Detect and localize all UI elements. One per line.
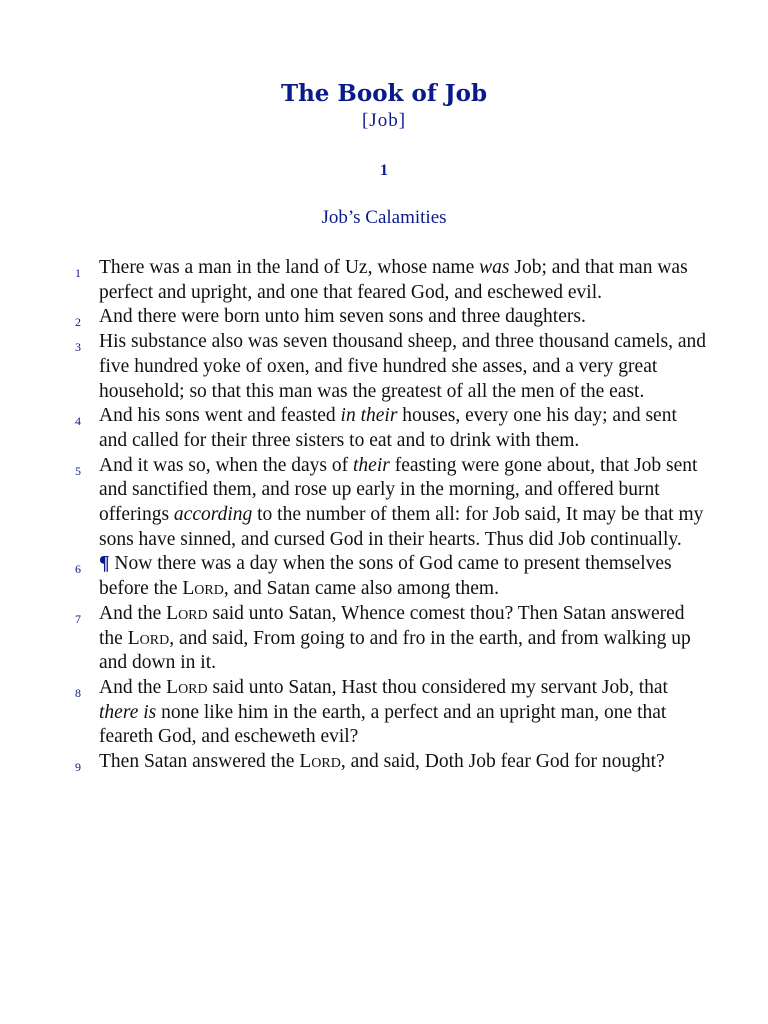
verse-text-segment: houses, every one his day; and sent and called for their three sisters to eat and to drink with them. bbox=[99, 405, 677, 451]
verse-text-segment: There was a man in the land of Uz, whose name bbox=[99, 257, 480, 278]
verse-number: 5 bbox=[75, 463, 81, 478]
verse-number: 2 bbox=[75, 315, 81, 330]
verse-text-segment: And there were born unto him seven sons and three daughters. bbox=[99, 306, 586, 328]
verse-number: 8 bbox=[75, 685, 81, 700]
verse-text-small-caps: Lord bbox=[182, 578, 224, 600]
verse-3 bbox=[75, 330, 709, 404]
verse-text-segment: said unto Satan, Hast thou considered my servant Job, that bbox=[207, 676, 668, 698]
verse-text-segment: none like him in the earth, a perfect and an upright man, one that feareth God, and escheweth evil? bbox=[99, 701, 667, 748]
verse-text-small-caps: Lord bbox=[299, 751, 341, 773]
verse-number: 3 bbox=[75, 340, 81, 355]
verse-number: 7 bbox=[75, 611, 81, 626]
book-abbreviation: [Job] bbox=[361, 110, 407, 131]
verse-text-segment: , and said, From going to and fro in the earth, and from walking up and down in it. bbox=[99, 627, 691, 674]
verse-text-segment: said unto Satan, Whence comest thou? Then Satan answered the bbox=[99, 602, 685, 649]
verse-text-segment: Then Satan answered the bbox=[99, 751, 300, 773]
verse-9 bbox=[75, 750, 709, 775]
section-heading: Job’s Calamities bbox=[321, 207, 447, 228]
verse-list bbox=[75, 256, 709, 775]
verse-7 bbox=[75, 602, 709, 676]
verse-text-segment: , and Satan came also among them. bbox=[223, 578, 499, 600]
verse-5 bbox=[75, 454, 709, 553]
verse-text-italic: was bbox=[479, 257, 510, 278]
verse-text-segment: Job; and that man was perfect and upright, and one that feared God, and eschewed evil. bbox=[99, 257, 688, 303]
verse-number: 6 bbox=[75, 562, 81, 577]
verse-text-small-caps: Lord bbox=[166, 676, 208, 698]
verse-1 bbox=[75, 256, 709, 305]
verse-4 bbox=[75, 404, 709, 453]
verse-number: 4 bbox=[75, 414, 81, 429]
verse-number: 1 bbox=[75, 266, 81, 280]
verse-text-small-caps: Lord bbox=[166, 602, 208, 624]
verse-text-small-caps: Lord bbox=[127, 627, 170, 649]
verse-text-segment: Now there was a day when the sons of God came to present themselves before the bbox=[99, 553, 672, 600]
verse-text-segment: And it was so, when the days of bbox=[99, 454, 354, 476]
verse-2 bbox=[75, 305, 709, 330]
book-title: The Book of Job bbox=[280, 80, 488, 107]
verse-number: 9 bbox=[75, 760, 81, 775]
verse-text-italic: in their bbox=[340, 405, 398, 427]
verse-8 bbox=[75, 676, 709, 750]
verse-6 bbox=[75, 552, 709, 601]
verse-text-segment: feasting were gone about, that Job sent and sanctified them, and rose up early in the morning, and offered burnt offerings bbox=[99, 454, 698, 526]
verse-text-italic: according bbox=[173, 504, 253, 526]
verse-text-segment: And the bbox=[99, 602, 167, 624]
verse-text-segment: His substance also was seven thousand sheep, and three thousand camels, and five hundred yoke of oxen, and five hundred she asses, and a very great household; so that this man was the greatest of all the men of the east. bbox=[99, 331, 707, 402]
verse-text-segment: to the number of them all: for Job said, It may be that my sons have sinned, and cursed God in their hearts. Thus did Job continually. bbox=[99, 504, 704, 550]
verse-text-italic: their bbox=[353, 454, 390, 476]
verse-text-italic: there is bbox=[99, 701, 157, 723]
verse-text-segment: And the bbox=[99, 676, 167, 698]
verse-text-segment: And his sons went and feasted bbox=[99, 405, 341, 427]
pilcrow-mark: ¶ bbox=[99, 553, 110, 575]
chapter-number: 1 bbox=[380, 162, 388, 179]
verse-text-segment: , and said, Doth Job fear God for nought? bbox=[340, 751, 665, 773]
